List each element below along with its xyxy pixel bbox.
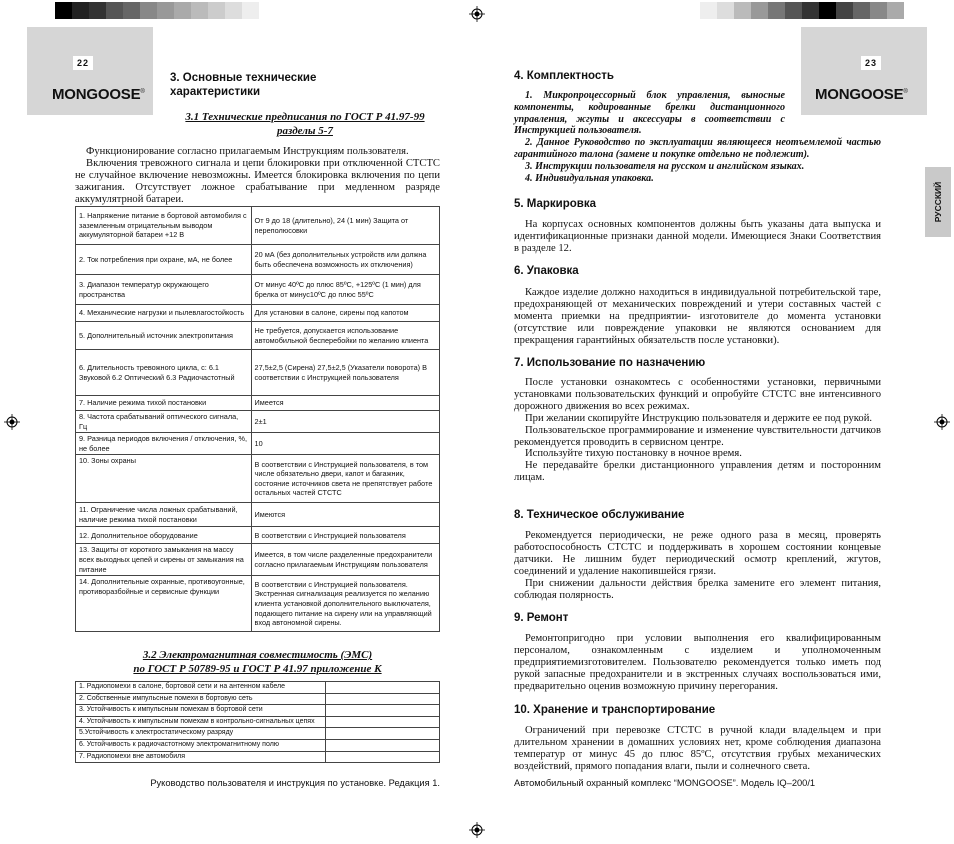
table-row xyxy=(76,245,440,275)
table-row xyxy=(76,693,440,705)
section-title: 9. Ремонт xyxy=(514,612,569,624)
spec-param: 2. Ток потребления при охране, мА, не более xyxy=(76,245,252,275)
list-item: 3. Инструкции пользователя на русском и английском языках. xyxy=(525,160,805,172)
registration-mark-icon xyxy=(934,414,950,430)
specs-table xyxy=(75,206,440,632)
spec-param: 12. Дополнительное оборудование xyxy=(76,527,252,544)
emc-item: 5.Устойчивость к электростатическому разряду xyxy=(76,728,326,740)
emc-table xyxy=(75,681,440,763)
color-calibration-bar-right xyxy=(700,2,904,19)
paragraph: На корпусах основных компонентов должны быть указаны дата выпуска и идентификационные признаки данной модели. Имеющиеся Знаки Соответствия в разделе 12. xyxy=(514,219,881,254)
spec-value: В соответствии с Инструкцией пользователя, в том числе обязательно двери, капот и багажник, состояние источников света не препятствует работе остальных частей СТСТС xyxy=(251,455,439,503)
spec-param: 1. Напряжение питание в бортовой автомобиля с заземленным отрицательным выводом аккумуляторной батареи +12 В xyxy=(76,207,252,245)
table-row xyxy=(76,527,440,544)
spec-param: 14. Дополнительные охранные, противоугонные, противоразбойные и сервисные функции xyxy=(76,576,252,632)
registration-mark-icon xyxy=(469,822,485,838)
spec-param: 10. Зоны охраны xyxy=(76,455,252,503)
table-row xyxy=(76,751,440,763)
subsection-title: 3.2 Электромагнитная совместимость (ЭМС) по ГОСТ Р 50789-95 и ГОСТ Р 41.97 приложение К xyxy=(133,649,382,675)
table-row xyxy=(76,576,440,632)
section-body xyxy=(514,530,881,601)
page-number: 23 xyxy=(861,56,881,70)
emc-item: 1. Радиопомехи в салоне, бортовой сети и на антенном кабеле xyxy=(76,682,326,694)
section-body xyxy=(514,377,881,484)
paragraph: Ремонтопригодно при условии выполнения его квалифицированным персоналом, ознакомленным с изделием и уполномоченным предприятиемизготовителем. Пользователю рекомендуется только иметь под рукой запасные предохранители и в экстренных случаях воспользоваться ими, предварительно оценив возможную причину перегорания. xyxy=(514,633,881,692)
emc-item: 7. Радиопомехи вне автомобиля xyxy=(76,751,326,763)
spec-param: 13. Защиты от короткого замыкания на массу всех выходных цепей и сирены от замыкания на питание xyxy=(76,544,252,576)
spec-value: Имеется, в том числе разделенные предохранители согласно прилагаемым Инструкциям пользователя xyxy=(251,544,439,576)
spec-value: Имеются xyxy=(251,503,439,527)
table-row xyxy=(76,305,440,322)
paragraph: Каждое изделие должно находиться в индивидуальной потребительской таре, предохраняющей от механических повреждений и утери составных частей с момента приемки на предприятии- изготовителе до момента установки (отсутствие или повреждение упаковки не являются основанием для прекращения гарантийных обязательств после установки). xyxy=(514,287,881,346)
spec-param: 6. Длительность тревожного цикла, с: 6.1 Звуковой 6.2 Оптический 6.3 Радиочастотный xyxy=(76,350,252,396)
spec-param: 4. Механические нагрузки и пылевлагостойкость xyxy=(76,305,252,322)
spec-value: От 9 до 18 (длительно), 24 (1 мин) Защита от переполюсовки xyxy=(251,207,439,245)
spec-value: Для установки в салоне, сирены под капотом xyxy=(251,305,439,322)
paragraph: При желании скопируйте Инструкцию пользователя и держите ее под рукой. xyxy=(525,412,873,424)
spec-param: 9. Разница периодов включения / отключения, %, не более xyxy=(76,433,252,455)
paragraph: При снижении дальности действия брелка замените его элемент питания, соблюдая полярность. xyxy=(514,577,881,601)
brand-logo: MONGOOSE® xyxy=(52,86,145,103)
page-footer: Руководство пользователя и инструкция по установке. Редакция 1. xyxy=(150,778,440,788)
spec-value: В соответствии с Инструкцией пользователя xyxy=(251,527,439,544)
emc-item: 3. Устойчивость к импульсным помехам в бортовой сети xyxy=(76,705,326,717)
spec-param: 7. Наличие режима тихой постановки xyxy=(76,396,252,411)
table-row xyxy=(76,275,440,305)
table-row xyxy=(76,682,440,694)
list-item: 4. Индивидуальная упаковка. xyxy=(525,172,654,184)
table-row xyxy=(76,433,440,455)
page-number: 22 xyxy=(73,56,93,70)
table-row xyxy=(76,350,440,396)
page-footer: Автомобильный охранный комплекс “MONGOOSE”. Модель IQ–200/1 xyxy=(514,778,816,788)
registration-mark-icon xyxy=(4,414,20,430)
table-row xyxy=(76,396,440,411)
table-row xyxy=(76,705,440,717)
spec-value: 27,5±2,5 (Сирена) 27,5±2,5 (Указатели поворота) В соответствии с Инструкцией пользователя xyxy=(251,350,439,396)
spec-param: 3. Диапазон температур окружающего пространства xyxy=(76,275,252,305)
paragraph: Пользовательское программирование и изменение чувствительности датчиков рекомендуется проводить в сервисном центре. xyxy=(514,424,881,448)
list-item: 1. Микропроцессорный блок управления, выносные компоненты, кодированные брелки дистанционного управления, жгуты и аксессуары в соответствии с Инструкцией пользователя. xyxy=(514,90,785,137)
emc-item: 4. Устойчивость к импульсным помехам в контрольно-сигнальных цепях xyxy=(76,716,326,728)
spec-value: 10 xyxy=(251,433,439,455)
spec-value: В соответствии с Инструкцией пользователя. Экстренная сигнализация реализуется по желанию клиента установкой дополнительного выключателя, подающего питание на сирену или на управляющий вход автономной сирены. xyxy=(251,576,439,632)
paragraph: Функционирование согласно прилагаемым Инструкциям пользователя. xyxy=(86,146,409,157)
emc-item: 6. Устойчивость к радиочастотному электромагнитному полю xyxy=(76,739,326,751)
table-row xyxy=(76,544,440,576)
spec-value: 2±1 xyxy=(251,411,439,433)
section-title: 5. Маркировка xyxy=(514,198,597,210)
color-calibration-bar-left xyxy=(55,2,259,19)
subsection-title: 3.1 Технические предписания по ГОСТ Р 41.97-99 разделы 5-7 xyxy=(185,111,425,137)
paragraph: Включения тревожного сигнала и цепи блокировки при отключенной СТСТС не случайное включение невозможны. Имеется блокировка включения по цепи зажигания. Отсутствует ложное срабатывание при медленном разряде аккумулятрной батареи. xyxy=(75,157,440,205)
table-row xyxy=(76,728,440,740)
section-title: 7. Использование по назначению xyxy=(514,357,706,369)
paragraph: Не передавайте брелки дистанционного управления детям и посторонним лицам. xyxy=(514,460,881,484)
paragraph: После установки ознакомтесь с особенностями установки, первичными установками пользовательских функций и опробуйте СТСТС вне интенсивного дорожного движения во всех режимах. xyxy=(514,377,881,412)
intro-block xyxy=(75,146,440,206)
table-row xyxy=(76,455,440,503)
paragraph: Используйте тихую постановку в ночное время. xyxy=(525,448,742,460)
table-row xyxy=(76,503,440,527)
paragraph: Рекомендуется периодически, не реже одного раза в месяц, проверять работоспособность СТСТС и поддерживать в хорошем состоянии концевые датчики. Не лишним будет периодический осмотр креплений, жгутов, соединений и удаление накопившейся грязи. xyxy=(514,530,881,577)
spec-value: Не требуется, допускается использование автомобильной бесперебойки по желанию клиента xyxy=(251,322,439,350)
section-title: 10. Хранение и транспортирование xyxy=(514,704,716,716)
table-row xyxy=(76,207,440,245)
spec-param: 8. Частота срабатываний оптического сигнала, Гц xyxy=(76,411,252,433)
section-title: 6. Упаковка xyxy=(514,265,579,277)
spec-value: Имеется xyxy=(251,396,439,411)
spec-param: 11. Ограничение числа ложных срабатываний, наличие режима тихой постановки xyxy=(76,503,252,527)
section-title: 3. Основные технические характеристики xyxy=(170,72,317,98)
table-row xyxy=(76,411,440,433)
paragraph: Ограничений при перевозке СТСТС в ручной клади владельцем и при длительном хранении в домашних условиях нет, кроме соблюдения диапазона температур от минус 45 до плюс 85ºС, отсутствия грубых механических воздействий, прямого попадания влаги, пыли и солнечного света. xyxy=(514,725,881,772)
language-tab: РУССКИЙ xyxy=(925,167,951,237)
spec-value: От минус 40ºС до плюс 85ºС, +125ºС (1 мин) для брелка от минус10ºС до плюс 55ºС xyxy=(251,275,439,305)
brand-logo: MONGOOSE® xyxy=(815,86,908,103)
section-title: 4. Комплектность xyxy=(514,70,614,82)
table-row xyxy=(76,739,440,751)
table-row xyxy=(76,322,440,350)
section-title: 8. Техническое обслуживание xyxy=(514,509,685,521)
table-row xyxy=(76,716,440,728)
spec-value: 20 мА (без дополнительных устройств или должна быть обеспечена возможность их отключения) xyxy=(251,245,439,275)
emc-item: 2. Собственные импульсные помехи в бортовую сеть xyxy=(76,693,326,705)
spec-param: 5. Дополнительный источник электропитания xyxy=(76,322,252,350)
registration-mark-icon xyxy=(469,6,485,22)
list-item: 2. Данное Руководство по эксплуатации являющееся неотъемлемой частью гарантийного талона (замене и покупке отдельно не подлежит). xyxy=(514,137,881,160)
